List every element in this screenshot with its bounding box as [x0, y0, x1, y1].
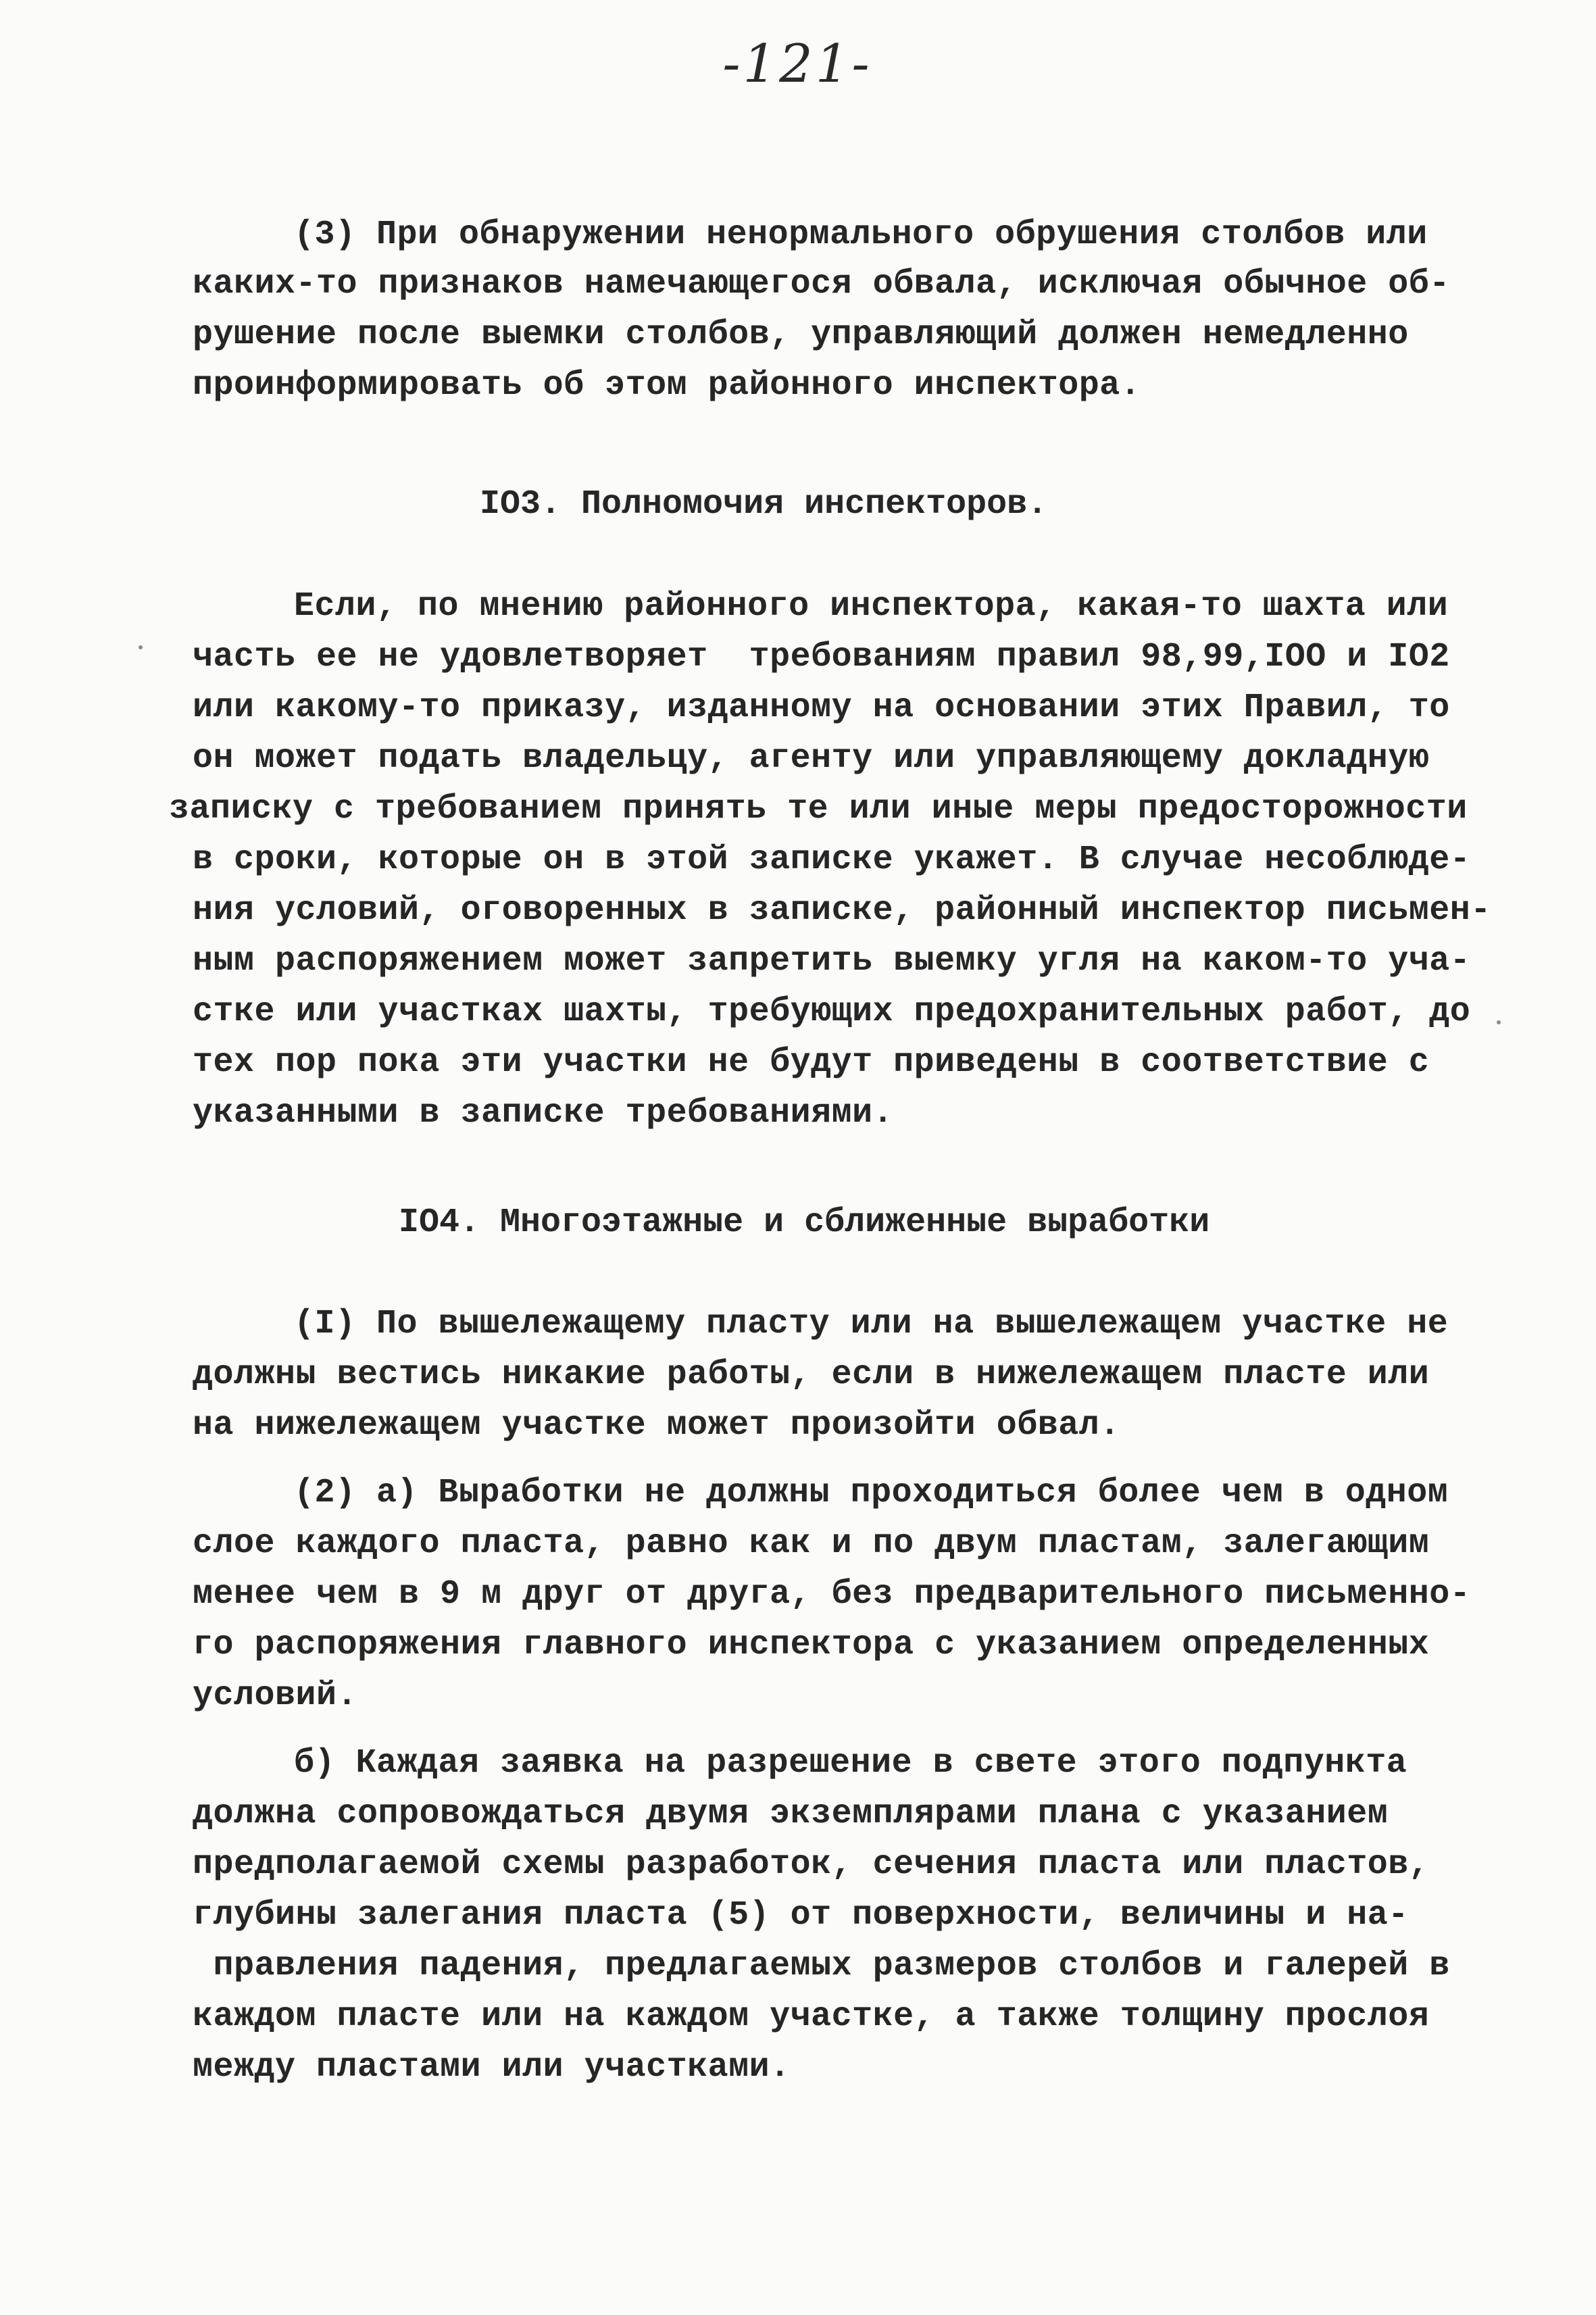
- section-103-line-4: он может подать владельцу, агенту или управляющему докладную: [193, 739, 1430, 778]
- section-103-line-6: в сроки, которые он в этой записке укажет. В случае несоблюде-: [193, 841, 1471, 879]
- section-103-line-3: или какому-то приказу, изданному на основании этих Правил, то: [193, 689, 1450, 727]
- section-104-1-line-3: на нижележащем участке может произойти обвал.: [193, 1406, 1120, 1445]
- paragraph-3-line-3: рушение после выемки столбов, управляющий должен немедленно: [193, 316, 1409, 354]
- section-104-2a-line-1: (2) а) Выработки не должны проходиться более чем в одном: [294, 1474, 1449, 1512]
- section-104-heading: IO4. Многоэтажные и сближенные выработки: [399, 1203, 1210, 1242]
- section-103-line-10: тех пор пока эти участки не будут приведены в соответствие с: [193, 1043, 1430, 1082]
- section-104-2b-line-6: каждом пласте или на каждом участке, а также толщину прослоя: [193, 1997, 1430, 2036]
- section-103-line-11: указанными в записке требованиями.: [193, 1094, 894, 1132]
- section-104-1-line-2: должны вестись никакие работы, если в нижележащем пласте или: [193, 1355, 1430, 1394]
- section-104-1-line-1: (I) По вышележащему пласту или на вышележащем участке не: [294, 1305, 1449, 1343]
- section-103-heading: IO3. Полномочия инспекторов.: [480, 485, 1048, 524]
- section-103-line-8: ным распоряжением может запретить выемку угля на каком-то уча-: [193, 942, 1471, 980]
- scan-speck: [139, 645, 143, 649]
- section-104-2b-line-7: между пластами или участками.: [193, 2048, 791, 2087]
- section-103-line-1: Если, по мнению районного инспектора, какая-то шахта или: [294, 587, 1449, 626]
- section-104-2a-line-3: менее чем в 9 м друг от друга, без предварительного письменно-: [193, 1575, 1471, 1614]
- section-104-2b-line-5: правления падения, предлагаемых размеров столбов и галерей в: [193, 1947, 1450, 1985]
- paragraph-3-line-1: (3) При обнаружении ненормального обрушения столбов или: [294, 216, 1428, 254]
- section-104-2a-line-4: го распоряжения главного инспектора с указанием определенных: [193, 1626, 1430, 1664]
- paragraph-3-line-4: проинформировать об этом районного инспектора.: [193, 366, 1141, 405]
- section-103-line-5: записку с требованием принять те или иные меры предосторожности: [169, 790, 1468, 828]
- scan-speck: [1497, 1020, 1501, 1024]
- section-104-2b-line-1: б) Каждая заявка на разрешение в свете этого подпункта: [294, 1744, 1407, 1783]
- section-104-2b-line-4: глубины залегания пласта (5) от поверхности, величины и на-: [193, 1896, 1409, 1935]
- paragraph-3-line-2: каких-то признаков намечающегося обвала, исключая обычное об-: [193, 265, 1450, 303]
- page-number: -121-: [722, 34, 872, 95]
- section-103-line-7: ния условий, оговоренных в записке, районный инспектор письмен-: [193, 891, 1491, 930]
- section-104-2a-line-5: условий.: [193, 1676, 358, 1715]
- section-103-line-2: часть ее не удовлетворяет требованиям правил 98,99,IOO и IO2: [193, 638, 1450, 676]
- section-103-line-9: стке или участках шахты, требующих предохранительных работ, до: [193, 993, 1471, 1031]
- section-104-2b-line-3: предполагаемой схемы разработок, сечения пласта или пластов,: [193, 1845, 1430, 1884]
- section-104-2b-line-2: должна сопровождаться двумя экземплярами плана с указанием: [193, 1795, 1389, 1833]
- section-104-2a-line-2: слое каждого пласта, равно как и по двум пластам, залегающим: [193, 1524, 1430, 1563]
